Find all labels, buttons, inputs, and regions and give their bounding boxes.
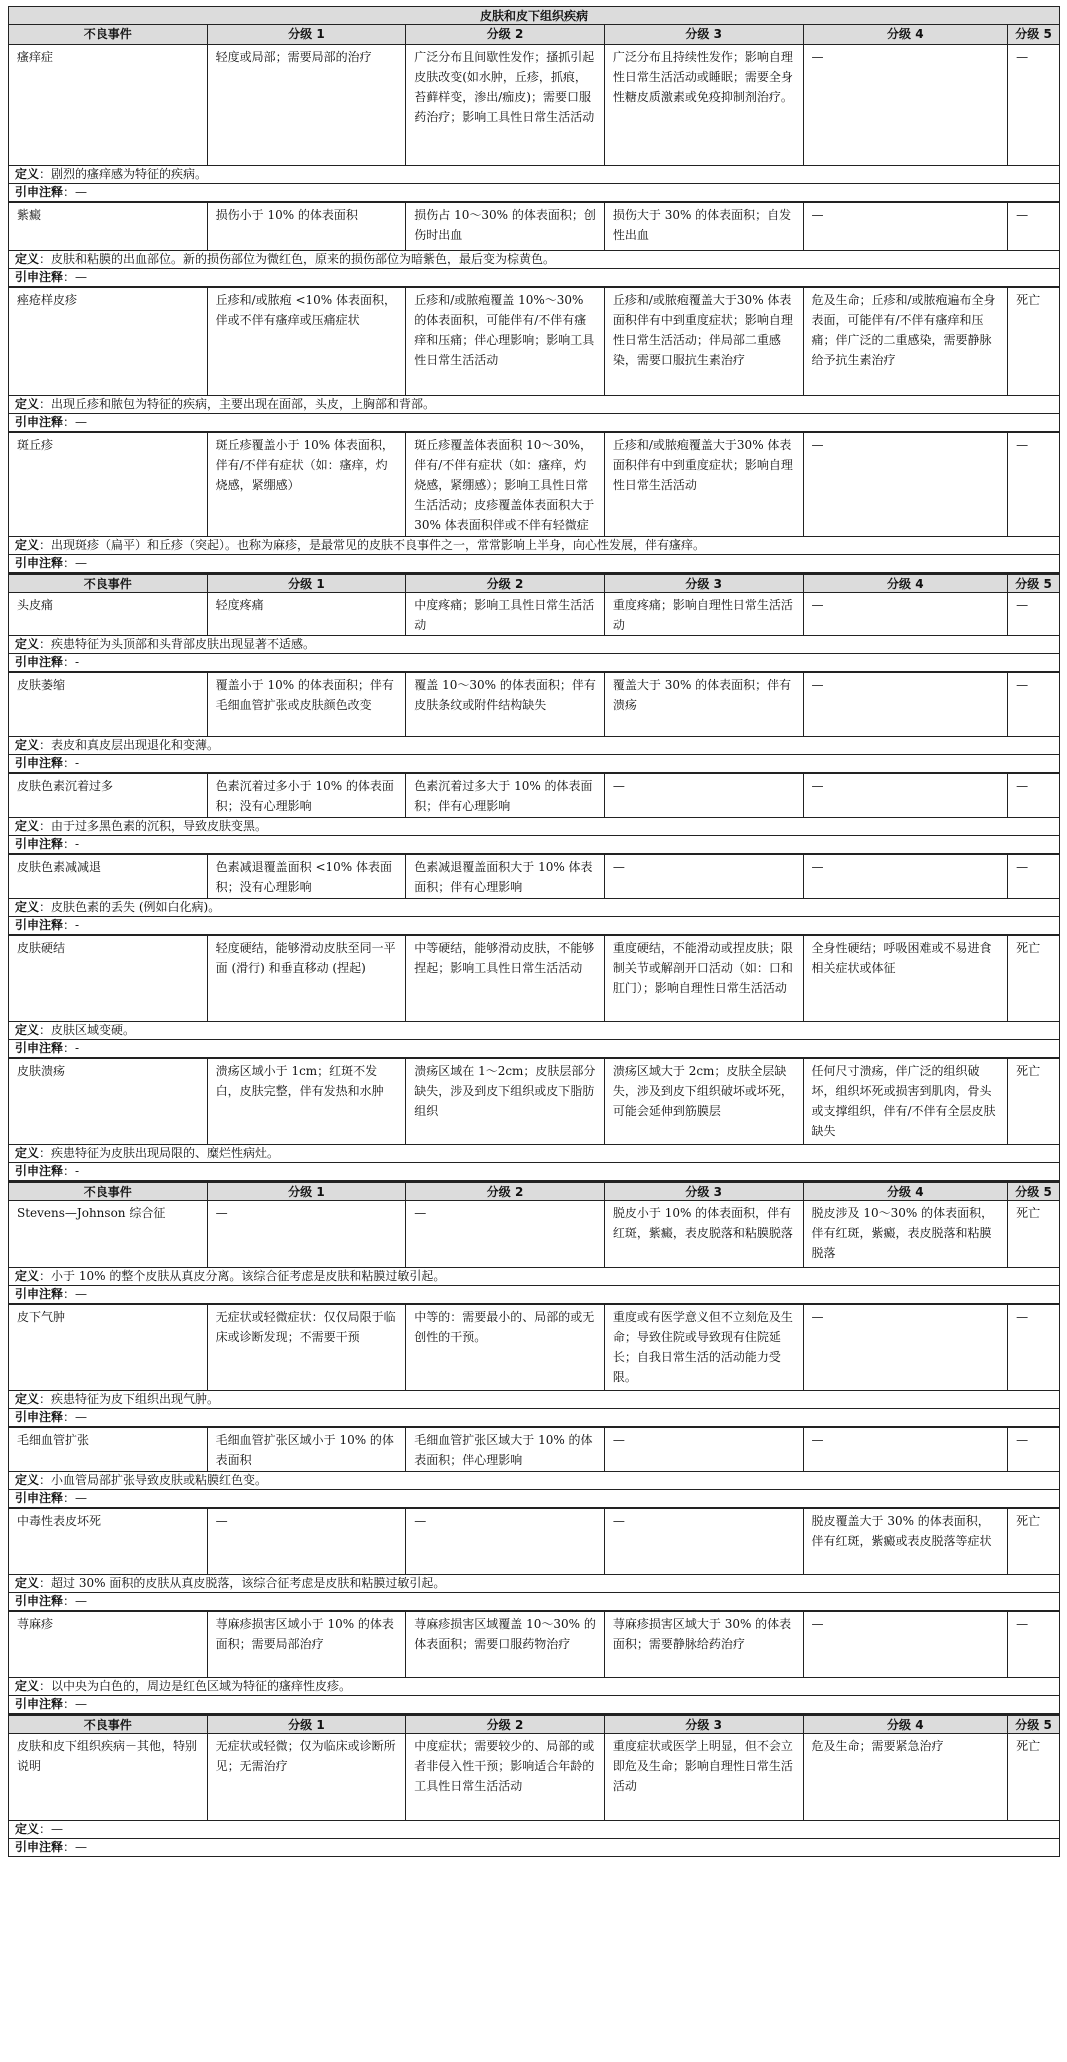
- grade-cell: 斑丘疹覆盖体表面积 10～30%，伴有/不伴有症状（如：瘙痒，灼烧感，紧绷感）；影响工具性日常生活活动；皮疹覆盖体表面积大于 30% 体表面积伴或不伴有轻微症: [406, 433, 605, 536]
- definition-label: 定义: [15, 1576, 40, 1590]
- header-grade-4: 分级 4: [804, 1716, 1009, 1733]
- grade-cell: —: [804, 593, 1009, 635]
- definition-text: ：表皮和真皮层出现退化和变薄。: [39, 738, 220, 752]
- grade-cell: 溃疡区域在 1～2cm；皮肤层部分缺失，涉及到皮下组织或皮下脂肪组织: [406, 1059, 605, 1144]
- table-row: [8, 1611, 1060, 1677]
- grade-cell: 毛细血管扩张区域小于 10% 的体表面积: [208, 1428, 407, 1471]
- header-grade-4: 分级 4: [804, 25, 1009, 44]
- header-grade-3: 分级 3: [605, 1183, 804, 1200]
- note-row: [8, 414, 1060, 432]
- header-grade-5: 分级 5: [1015, 27, 1052, 41]
- definition-text: ：疾患特征为头顶部和头背部皮肤出现显著不适感。: [39, 637, 316, 651]
- grade-cell: —: [208, 1509, 407, 1574]
- definition-label: 定义: [15, 1822, 40, 1836]
- definition-text: ：超过 30% 面积的皮肤从真皮脱落，该综合征考虑是皮肤和粘膜过敏引起。: [39, 1576, 446, 1590]
- definition-row: [8, 1144, 1060, 1163]
- table-title: 皮肤和皮下组织疾病: [8, 6, 1060, 25]
- definition-row: [8, 1677, 1060, 1696]
- table-body: [8, 25, 1060, 1857]
- grade-cell: —: [804, 203, 1009, 250]
- table-row: [8, 1304, 1060, 1390]
- definition-label: 定义: [15, 1679, 40, 1693]
- grade-cell: —: [804, 45, 1009, 165]
- grade-cell: 危及生命；丘疹和/或脓疱遍布全身表面，可能伴有/不伴有瘙痒和压痛；伴广泛的二重感染，需要静脉给予抗生素治疗: [804, 288, 1009, 395]
- header-grade-2: 分级 2: [406, 25, 605, 44]
- grade-cell: 荨麻疹损害区域大于 30% 的体表面积；需要静脉给药治疗: [605, 1612, 804, 1677]
- table-row: [8, 1058, 1060, 1144]
- grade-cell: 损伤小于 10% 的体表面积: [208, 203, 407, 250]
- note-row: [8, 1163, 1060, 1181]
- grade-cell: 广泛分布且间歇性发作；搔抓引起皮肤改变(如水肿，丘疹，抓痕，苔藓样变，渗出/痂皮)；需要口服药治疗；影响工具性日常生活活动: [406, 45, 605, 165]
- adverse-event-name: 皮肤硬结: [9, 936, 208, 1021]
- header-row: [8, 1714, 1060, 1734]
- grade-cell: —: [605, 1509, 804, 1574]
- grade-cell: 危及生命；需要紧急治疗: [804, 1734, 1009, 1820]
- header-grade-1: 分级 1: [208, 575, 407, 592]
- definition-text: ：皮肤区域变硬。: [39, 1023, 136, 1037]
- note-text: ：—: [63, 1594, 88, 1608]
- header-grade-3: 分级 3: [605, 1716, 804, 1733]
- definition-row: [8, 536, 1060, 555]
- grade-cell: 中等硬结，能够滑动皮肤，不能够捏起；影响工具性日常生活活动: [406, 936, 605, 1021]
- definition-row: [8, 165, 1060, 184]
- grade-cell: —: [605, 1428, 804, 1471]
- definition-text: ：出现斑疹（扁平）和丘疹（突起）。也称为麻疹，是最常见的皮肤不良事件之一，常常影响上半身，向心性发展，伴有瘙痒。: [39, 538, 706, 552]
- grade-cell: —: [1016, 1310, 1029, 1324]
- note-label: 引申注释: [15, 1697, 64, 1711]
- grade-cell: 丘疹和/或脓疱覆盖大于30% 体表面积伴有中到重度症状；影响自理性日常生活活动: [605, 433, 804, 536]
- note-row: [8, 836, 1060, 854]
- definition-label: 定义: [15, 637, 40, 651]
- header-adverse-event: 不良事件: [9, 575, 208, 592]
- note-text: ：—: [63, 1410, 88, 1424]
- grade-cell: —: [1016, 1433, 1029, 1447]
- table-row: [8, 854, 1060, 898]
- note-label: 引申注释: [15, 415, 64, 429]
- table-row: [8, 935, 1060, 1021]
- grade-cell: —: [804, 774, 1009, 817]
- note-text: ：—: [63, 415, 88, 429]
- note-label: 引申注释: [15, 185, 64, 199]
- definition-label: 定义: [15, 1473, 40, 1487]
- definition-label: 定义: [15, 819, 40, 833]
- note-label: 引申注释: [15, 918, 64, 932]
- grade-cell: 毛细血管扩张区域大于 10% 的体表面积；伴心理影响: [406, 1428, 605, 1471]
- adverse-event-name: 皮肤色素减减退: [9, 855, 208, 898]
- header-grade-3: 分级 3: [605, 25, 804, 44]
- grade-cell: 死亡: [1016, 1514, 1041, 1528]
- grade-cell: 色素沉着过多大于 10% 的体表面积；伴有心理影响: [406, 774, 605, 817]
- table-row: [8, 1201, 1060, 1267]
- adverse-event-name: 紫癜: [9, 203, 208, 250]
- grade-cell: 覆盖小于 10% 的体表面积；伴有毛细血管扩张或皮肤颜色改变: [208, 673, 407, 736]
- grade-cell: —: [1016, 779, 1029, 793]
- definition-label: 定义: [15, 1146, 40, 1160]
- note-label: 引申注释: [15, 1041, 64, 1055]
- grade-cell: 死亡: [1016, 941, 1041, 955]
- definition-row: [8, 395, 1060, 414]
- definition-text: ：由于过多黑色素的沉积，导致皮肤变黑。: [39, 819, 268, 833]
- header-grade-4: 分级 4: [804, 575, 1009, 592]
- definition-label: 定义: [15, 738, 40, 752]
- table-row: [8, 287, 1060, 395]
- note-row: [8, 184, 1060, 202]
- note-text: ：—: [63, 1491, 88, 1505]
- grade-cell: 损伤占 10～30% 的体表面积；创伤时出血: [406, 203, 605, 250]
- note-row: [8, 1490, 1060, 1508]
- definition-text: ：皮肤和粘膜的出血部位。新的损伤部位为微红色，原来的损伤部位为暗紫色，最后变为棕黄色。: [39, 252, 556, 266]
- grade-cell: 轻度硬结，能够滑动皮肤至同一平面 (滑行) 和垂直移动 (捏起): [208, 936, 407, 1021]
- note-label: 引申注释: [15, 1287, 64, 1301]
- note-row: [8, 555, 1060, 573]
- adverse-event-name: 皮下气肿: [9, 1305, 208, 1390]
- header-grade-2: 分级 2: [406, 1716, 605, 1733]
- definition-row: [8, 817, 1060, 836]
- note-text: ：-: [63, 837, 80, 851]
- note-label: 引申注释: [15, 1410, 64, 1424]
- header-grade-1: 分级 1: [208, 1716, 407, 1733]
- header-row: [8, 25, 1060, 45]
- header-grade-1: 分级 1: [208, 25, 407, 44]
- definition-text: ：疾患特征为皮肤出现局限的、糜烂性病灶。: [39, 1146, 280, 1160]
- table-row: [8, 1427, 1060, 1471]
- grade-cell: 重度或有医学意义但不立刻危及生命；导致住院或导致现有住院延长；自我日常生活的活动能力受限。: [605, 1305, 804, 1390]
- header-grade-5: 分级 5: [1015, 1185, 1052, 1199]
- header-adverse-event: 不良事件: [9, 25, 208, 44]
- grade-cell: 中等的：需要最小的、局部的或无创性的干预。: [406, 1305, 605, 1390]
- note-text: ：—: [63, 1840, 88, 1854]
- note-row: [8, 1593, 1060, 1611]
- definition-text: ：—: [39, 1822, 64, 1836]
- adverse-event-name: 头皮痛: [9, 593, 208, 635]
- grade-cell: 覆盖 10～30% 的体表面积；伴有皮肤条纹或附件结构缺失: [406, 673, 605, 736]
- definition-row: [8, 898, 1060, 917]
- table-row: [8, 1734, 1060, 1820]
- grade-cell: —: [804, 1612, 1009, 1677]
- grade-cell: —: [406, 1201, 605, 1267]
- grade-cell: —: [1016, 50, 1029, 64]
- note-text: ：-: [63, 756, 80, 770]
- grade-cell: —: [1016, 598, 1029, 612]
- note-label: 引申注释: [15, 837, 64, 851]
- grade-cell: 荨麻疹损害区域小于 10% 的体表面积；需要局部治疗: [208, 1612, 407, 1677]
- grade-cell: 斑丘疹覆盖小于 10% 体表面积，伴有/不伴有症状（如：瘙痒，灼烧感，紧绷感）: [208, 433, 407, 536]
- header-adverse-event: 不良事件: [9, 1716, 208, 1733]
- definition-row: [8, 1820, 1060, 1839]
- definition-row: [8, 1390, 1060, 1409]
- grade-cell: 损伤大于 30% 的体表面积；自发性出血: [605, 203, 804, 250]
- adverse-event-name: 斑丘疹: [9, 433, 208, 536]
- adverse-event-name: 荨麻疹: [9, 1612, 208, 1677]
- adverse-event-name: Stevens—Johnson 综合征: [9, 1201, 208, 1267]
- header-grade-1: 分级 1: [208, 1183, 407, 1200]
- grade-cell: 脱皮覆盖大于 30% 的体表面积，伴有红斑，紫癜或表皮脱落等症状: [804, 1509, 1009, 1574]
- note-row: [8, 269, 1060, 287]
- definition-label: 定义: [15, 538, 40, 552]
- definition-label: 定义: [15, 1023, 40, 1037]
- header-adverse-event: 不良事件: [9, 1183, 208, 1200]
- grade-cell: 重度疼痛；影响自理性日常生活活动: [605, 593, 804, 635]
- note-row: [8, 1286, 1060, 1304]
- definition-label: 定义: [15, 167, 40, 181]
- grade-cell: 色素减退覆盖面积大于 10% 体表面积；伴有心理影响: [406, 855, 605, 898]
- grade-cell: 重度硬结，不能滑动或捏皮肤；限制关节或解剖开口活动（如：口和肛门）；影响自理性日常生活活动: [605, 936, 804, 1021]
- grade-cell: —: [1016, 678, 1029, 692]
- grade-cell: —: [804, 433, 1009, 536]
- note-text: ：—: [63, 556, 88, 570]
- definition-text: ：疾患特征为皮下组织出现气肿。: [39, 1392, 220, 1406]
- note-row: [8, 1409, 1060, 1427]
- table-row: [8, 432, 1060, 536]
- note-text: ：—: [63, 1697, 88, 1711]
- note-label: 引申注释: [15, 1840, 64, 1854]
- grade-cell: 中度疼痛；影响工具性日常生活活动: [406, 593, 605, 635]
- grade-cell: 重度症状或医学上明显，但不会立即危及生命；影响自理性日常生活活动: [605, 1734, 804, 1820]
- grade-cell: 色素减退覆盖面积 <10% 体表面积；没有心理影响: [208, 855, 407, 898]
- definition-text: ：小血管局部扩张导致皮肤或粘膜红色变。: [39, 1473, 268, 1487]
- note-row: [8, 917, 1060, 935]
- grade-cell: 色素沉着过多小于 10% 的体表面积；没有心理影响: [208, 774, 407, 817]
- definition-text: ：小于 10% 的整个皮肤从真皮分离。该综合征考虑是皮肤和粘膜过敏引起。: [39, 1269, 446, 1283]
- header-grade-3: 分级 3: [605, 575, 804, 592]
- header-grade-2: 分级 2: [406, 1183, 605, 1200]
- note-label: 引申注释: [15, 1164, 64, 1178]
- note-text: ：-: [63, 1041, 80, 1055]
- note-label: 引申注释: [15, 655, 64, 669]
- grade-cell: 死亡: [1016, 1064, 1041, 1078]
- note-label: 引申注释: [15, 270, 64, 284]
- header-grade-4: 分级 4: [804, 1183, 1009, 1200]
- adverse-event-name: 痤疮样皮疹: [9, 288, 208, 395]
- definition-text: ：皮肤色素的丢失 (例如白化病)。: [39, 900, 221, 914]
- definition-row: [8, 736, 1060, 755]
- adverse-event-name: 毛细血管扩张: [9, 1428, 208, 1471]
- definition-label: 定义: [15, 397, 40, 411]
- grade-cell: 溃疡区域大于 2cm；皮肤全层缺失，涉及到皮下组织破坏或坏死，可能会延伸到筋膜层: [605, 1059, 804, 1144]
- grade-cell: 广泛分布且持续性发作；影响自理性日常生活活动或睡眠；需要全身性糖皮质激素或免疫抑制剂治疗。: [605, 45, 804, 165]
- note-label: 引申注释: [15, 1594, 64, 1608]
- grade-cell: —: [605, 855, 804, 898]
- note-row: [8, 1839, 1060, 1857]
- grade-cell: 无症状或轻微；仅为临床或诊断所见；无需治疗: [208, 1734, 407, 1820]
- adverse-event-name: 皮肤溃疡: [9, 1059, 208, 1144]
- definition-label: 定义: [15, 252, 40, 266]
- note-text: ：—: [63, 270, 88, 284]
- header-row: [8, 1181, 1060, 1201]
- definition-text: ：出现丘疹和脓包为特征的疾病，主要出现在面部，头皮，上胸部和背部。: [39, 397, 436, 411]
- grade-cell: 荨麻疹损害区域覆盖 10～30% 的体表面积；需要口服药物治疗: [406, 1612, 605, 1677]
- note-text: ：-: [63, 1164, 80, 1178]
- table-row: [8, 202, 1060, 250]
- header-grade-5: 分级 5: [1015, 1718, 1052, 1732]
- definition-label: 定义: [15, 900, 40, 914]
- table-row: [8, 672, 1060, 736]
- grade-cell: —: [605, 774, 804, 817]
- grade-cell: —: [1016, 860, 1029, 874]
- adverse-event-name: 皮肤和皮下组织疾病－其他，特别说明: [9, 1734, 208, 1820]
- table-row: [8, 1508, 1060, 1574]
- grade-cell: —: [1016, 1617, 1029, 1631]
- grade-cell: 丘疹和/或脓疱 <10% 体表面积，伴或不伴有瘙痒或压痛症状: [208, 288, 407, 395]
- adverse-event-name: 中毒性表皮坏死: [9, 1509, 208, 1574]
- note-row: [8, 755, 1060, 773]
- adverse-event-name: 瘙痒症: [9, 45, 208, 165]
- grade-cell: —: [804, 673, 1009, 736]
- grade-cell: 死亡: [1016, 1739, 1041, 1753]
- table-row: [8, 773, 1060, 817]
- grade-cell: 死亡: [1016, 1206, 1041, 1220]
- grade-cell: 丘疹和/或脓疱覆盖 10%～30% 的体表面积，可能伴有/不伴有瘙痒和压痛；伴心理影响；影响工具性日常生活活动: [406, 288, 605, 395]
- grade-cell: 全身性硬结；呼吸困难或不易进食相关症状或体征: [804, 936, 1009, 1021]
- definition-row: [8, 635, 1060, 654]
- grade-cell: 脱皮小于 10% 的体表面积，伴有红斑，紫癜，表皮脱落和粘膜脱落: [605, 1201, 804, 1267]
- definition-row: [8, 250, 1060, 269]
- note-row: [8, 1040, 1060, 1058]
- grade-cell: 覆盖大于 30% 的体表面积；伴有溃疡: [605, 673, 804, 736]
- note-label: 引申注释: [15, 556, 64, 570]
- note-text: ：-: [63, 918, 80, 932]
- grade-cell: 中度症状；需要较少的、局部的或者非侵入性干预；影响适合年龄的工具性日常生活活动: [406, 1734, 605, 1820]
- table-row: [8, 593, 1060, 635]
- note-text: ：—: [63, 1287, 88, 1301]
- note-row: [8, 1696, 1060, 1714]
- table-row: [8, 45, 1060, 165]
- grade-cell: 死亡: [1016, 293, 1041, 307]
- grade-cell: 任何尺寸溃疡，伴广泛的组织破坏，组织坏死或损害到肌肉，骨头或支撑组织，伴有/不伴有全层皮肤缺失: [804, 1059, 1009, 1144]
- grade-cell: —: [208, 1201, 407, 1267]
- grade-cell: —: [406, 1509, 605, 1574]
- definition-row: [8, 1574, 1060, 1593]
- adverse-event-name: 皮肤色素沉着过多: [9, 774, 208, 817]
- grade-cell: 轻度或局部；需要局部的治疗: [208, 45, 407, 165]
- header-row: [8, 573, 1060, 593]
- grade-cell: —: [804, 1305, 1009, 1390]
- header-grade-5: 分级 5: [1015, 577, 1052, 591]
- grade-cell: 轻度疼痛: [208, 593, 407, 635]
- definition-row: [8, 1021, 1060, 1040]
- grade-cell: —: [1016, 208, 1029, 222]
- definition-row: [8, 1267, 1060, 1286]
- note-text: ：-: [63, 655, 80, 669]
- note-label: 引申注释: [15, 1491, 64, 1505]
- note-label: 引申注释: [15, 756, 64, 770]
- document-table: [8, 6, 1060, 1857]
- grade-cell: 丘疹和/或脓疱覆盖大于30% 体表面积伴有中到重度症状；影响自理性日常生活活动；伴局部二重感染，需要口服抗生素治疗: [605, 288, 804, 395]
- grade-cell: —: [1016, 438, 1029, 452]
- definition-label: 定义: [15, 1269, 40, 1283]
- grade-cell: 脱皮涉及 10～30% 的体表面积，伴有红斑，紫癜，表皮脱落和粘膜脱落: [804, 1201, 1009, 1267]
- definition-row: [8, 1471, 1060, 1490]
- grade-cell: 溃疡区域小于 1cm；红斑不发白，皮肤完整，伴有发热和水肿: [208, 1059, 407, 1144]
- grade-cell: 无症状或轻微症状：仅仅局限于临床或诊断发现；不需要干预: [208, 1305, 407, 1390]
- grade-cell: —: [804, 1428, 1009, 1471]
- header-grade-2: 分级 2: [406, 575, 605, 592]
- adverse-event-name: 皮肤萎缩: [9, 673, 208, 736]
- note-text: ：—: [63, 185, 88, 199]
- definition-label: 定义: [15, 1392, 40, 1406]
- grade-cell: —: [804, 855, 1009, 898]
- definition-text: ：以中央为白色的，周边是红色区域为特征的瘙痒性皮疹。: [39, 1679, 352, 1693]
- note-row: [8, 654, 1060, 672]
- definition-text: ：剧烈的瘙痒感为特征的疾病。: [39, 167, 208, 181]
